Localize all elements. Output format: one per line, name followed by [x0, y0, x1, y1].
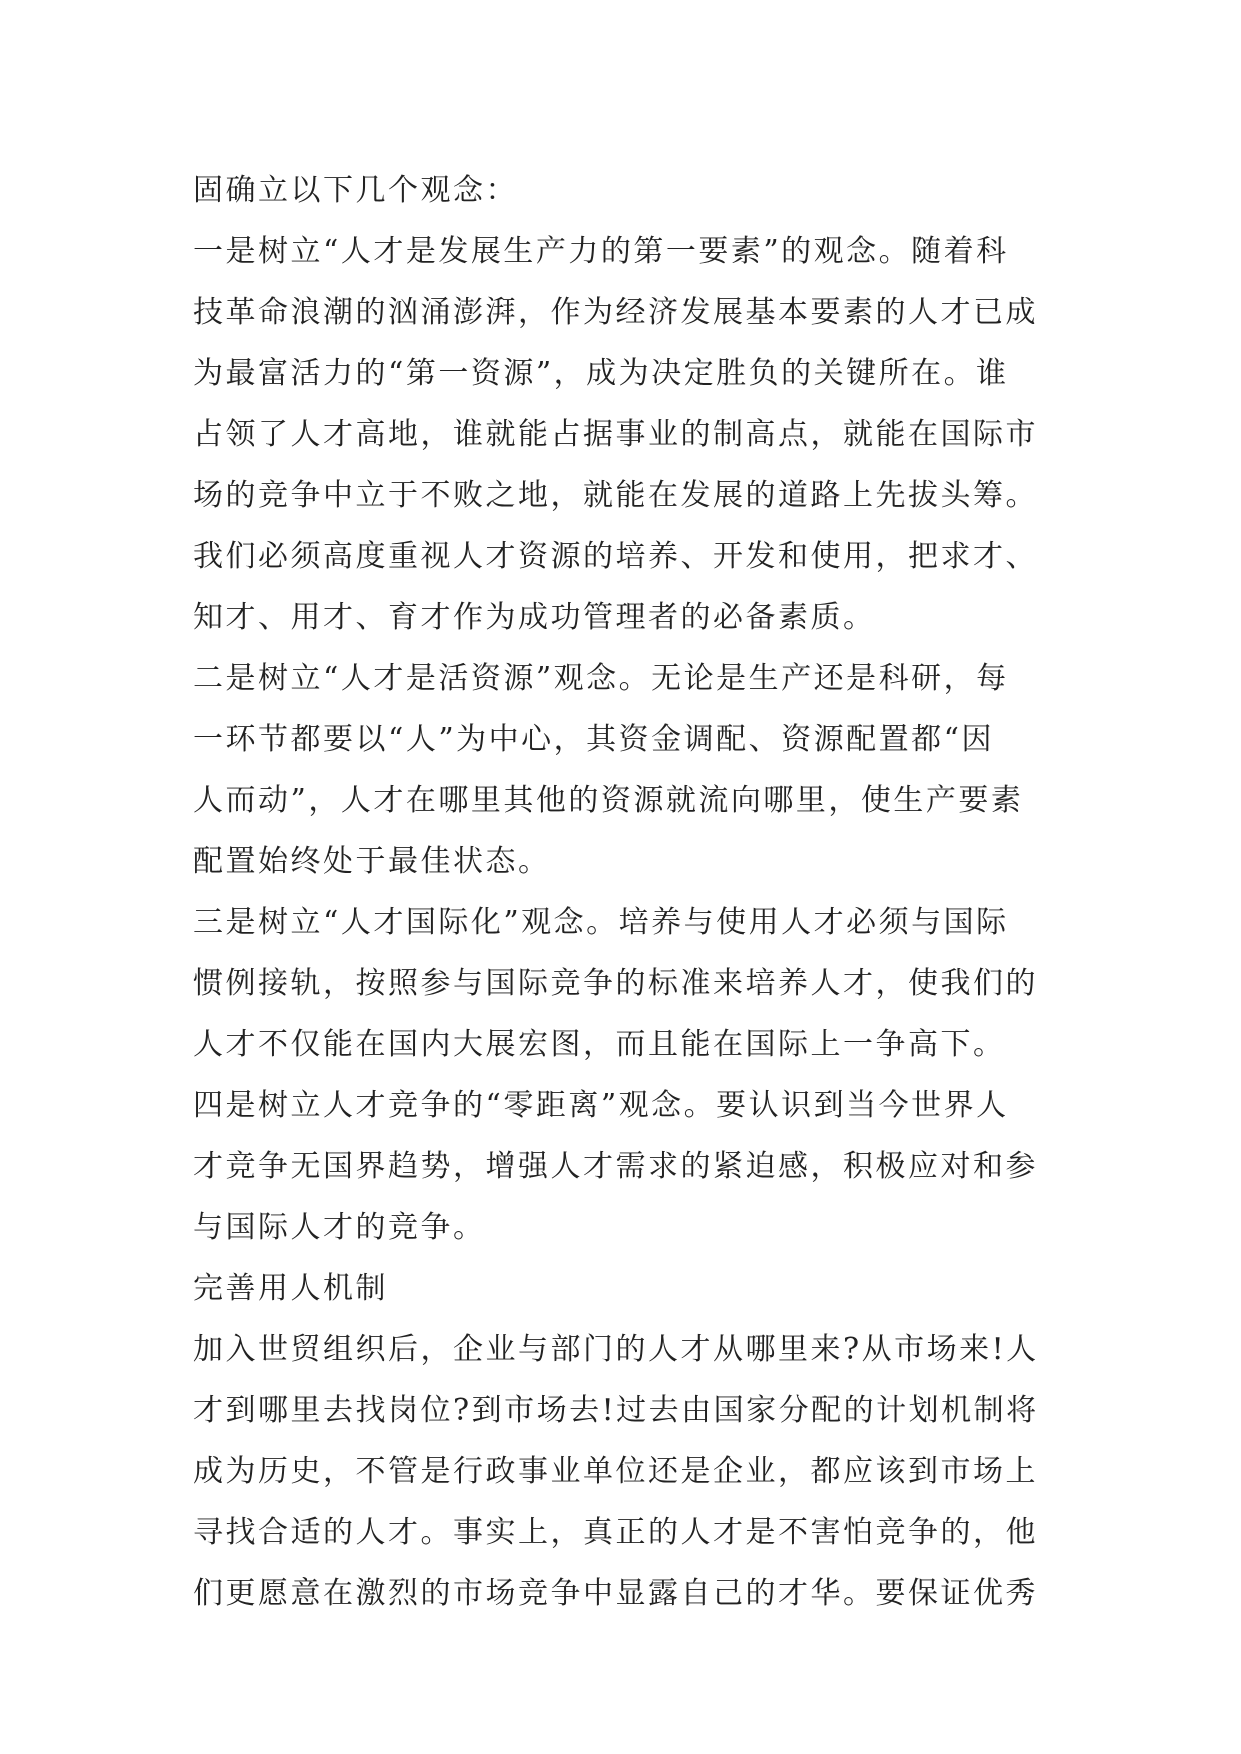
text-line-18: 与国际人才的竞争。	[193, 1210, 486, 1245]
text-line-8: 知才、用才、育才作为成功管理者的必备素质。	[193, 600, 876, 635]
text-line-15: 人才不仅能在国内大展宏图，而且能在国际上一争高下。	[193, 1027, 1006, 1062]
text-line-14: 惯例接轨，按照参与国际竞争的标准来培养人才，使我们的	[193, 966, 1038, 1001]
text-line-4: 为最富活力的“第一资源”，成为决定胜负的关键所在。谁	[193, 356, 1009, 391]
text-line-7: 我们必须高度重视人才资源的培养、开发和使用，把求才、	[193, 539, 1038, 574]
text-line-24: 们更愿意在激烈的市场竞争中显露自己的才华。要保证优秀	[193, 1576, 1038, 1611]
document-body	[193, 160, 1073, 1624]
text-line-23: 寻找合适的人才。事实上，真正的人才是不害怕竞争的，他	[193, 1515, 1038, 1550]
text-line-21: 才到哪里去找岗位?到市场去!过去由国家分配的计划机制将	[193, 1393, 1039, 1428]
text-line-5: 占领了人才高地，谁就能占据事业的制高点，就能在国际市	[193, 417, 1038, 452]
text-line-2: 一是树立“人才是发展生产力的第一要素”的观念。随着科	[193, 234, 1009, 269]
text-line-22: 成为历史，不管是行政事业单位还是企业，都应该到市场上	[193, 1454, 1038, 1489]
text-line-16: 四是树立人才竞争的“零距离”观念。要认识到当今世界人	[193, 1088, 1009, 1123]
text-line-13: 三是树立“人才国际化”观念。培养与使用人才必须与国际	[193, 905, 1009, 940]
text-line-3: 技革命浪潮的汹涌澎湃，作为经济发展基本要素的人才已成	[193, 295, 1038, 330]
text-line-11: 人而动”，人才在哪里其他的资源就流向哪里，使生产要素	[193, 783, 1024, 818]
text-line-9: 二是树立“人才是活资源”观念。无论是生产还是科研，每	[193, 661, 1009, 696]
text-line-1: 固确立以下几个观念：	[193, 173, 518, 208]
text-line-10: 一环节都要以“人”为中心，其资金调配、资源配置都“因	[193, 722, 995, 757]
section-heading: 完善用人机制	[193, 1271, 388, 1306]
text-line-12: 配置始终处于最佳状态。	[193, 844, 551, 879]
text-line-6: 场的竞争中立于不败之地，就能在发展的道路上先拔头筹。	[193, 478, 1038, 513]
text-line-17: 才竞争无国界趋势，增强人才需求的紧迫感，积极应对和参	[193, 1149, 1038, 1184]
text-line-20: 加入世贸组织后，企业与部门的人才从哪里来?从市场来!人	[193, 1332, 1039, 1367]
